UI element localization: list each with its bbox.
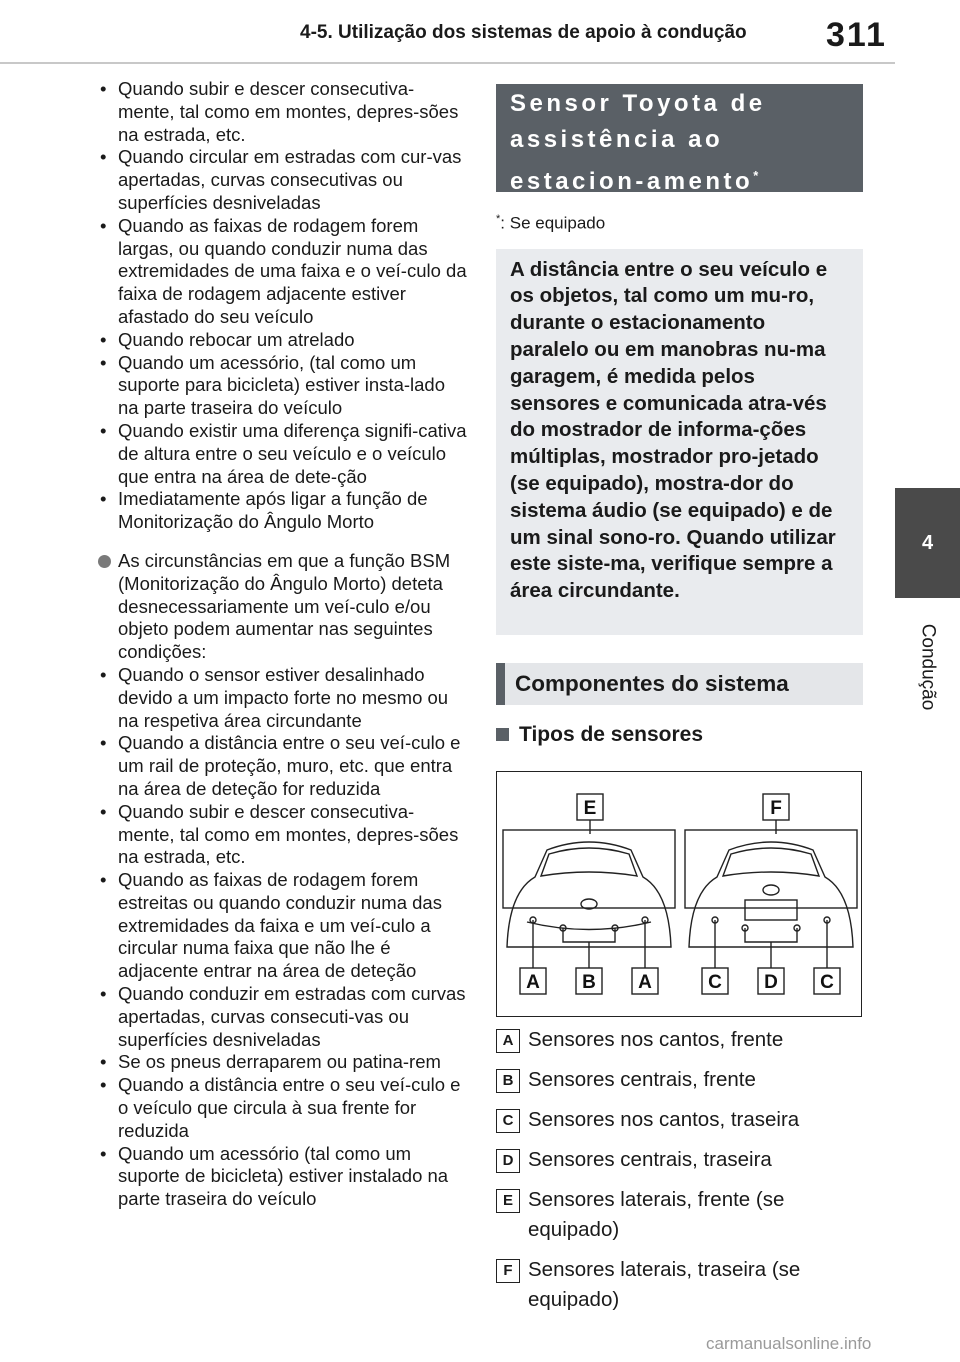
list-item: • Quando a distância entre o seu veí-culo e o veículo que circula à sua frente for reduzida (96, 1074, 468, 1142)
chapter-tab: 4 (895, 488, 960, 598)
header-divider (0, 62, 895, 64)
list-item: • Quando circular em estradas com cur-vas apertadas, curvas consecutivas ou superfícies desniveladas (96, 146, 468, 214)
circle-item (96, 550, 468, 1211)
diagram-label-c-right: C (820, 971, 834, 993)
legend-item: B Sensores centrais, frente (496, 1065, 863, 1095)
list-item: • Quando o sensor estiver desalinhado devido a um impacto forte no mesmo ou na respetiva área circundante (96, 664, 468, 732)
diagram-label-a-left: A (526, 971, 540, 993)
running-header: 4-5. Utilização dos sistemas de apoio à condução (300, 22, 747, 43)
diagram-label-c-left: C (708, 971, 722, 993)
list-item: • Quando existir uma diferença signifi-cativa de altura entre o seu veículo e o veículo que entra na área de dete-ção (96, 420, 468, 488)
list-item: • Quando a distância entre o seu veí-culo e um rail de proteção, muro, etc. que entra na área de deteção for reduzida (96, 732, 468, 800)
section-title: Sensor Toyota de assistência ao estacion-amento* (496, 84, 863, 192)
left-column (96, 78, 468, 1211)
list-item: • Quando rebocar um atrelado (96, 329, 468, 352)
list-item: • Imediatamente após ligar a função de Monitorização do Ângulo Morto (96, 488, 468, 534)
list-item: • Quando conduzir em estradas com curvas apertadas, curvas consecuti-vas ou superfícies desniveladas (96, 983, 468, 1051)
sensor-types-heading: Tipos de sensores (496, 723, 863, 747)
list-item: • Quando um acessório (tal como um suporte de bicicleta) estiver instalado na parte traseira do veículo (96, 1143, 468, 1211)
diagram-label-b: B (582, 971, 596, 993)
sensor-legend (496, 1025, 863, 1315)
bullet-list-top (96, 78, 468, 534)
lead-text-box: A distância entre o seu veículo e os objetos, tal como um mu-ro, durante o estacionamento paralelo ou em manobras nu-ma garagem, é medida pelos sensores e comunicada atra-vés do mostrador de informa-ções múltiplas, mostrador pro-jetado (se equipado), mostra-dor do sistema áudio (se equipado) e de um sinal sono-ro. Quando utilizar este siste-ma, verifique sempre a área circundante. (496, 249, 863, 635)
legend-item: C Sensores nos cantos, traseira (496, 1105, 863, 1135)
diagram-label-e: E (583, 797, 597, 819)
list-item: • Se os pneus derraparem ou patina-rem (96, 1051, 468, 1074)
list-item: • Quando as faixas de rodagem forem estreitas ou quando conduzir numa das extremidades da faixa e um veí-culo a circular numa faixa que não lhe é adjacente entrar na área de deteção (96, 869, 468, 983)
footnote: *: Se equipado (496, 213, 606, 233)
components-title: Componentes do sistema (496, 663, 863, 705)
list-item: • Quando subir e descer consecutiva-mente, tal como em montes, depres-sões na estrada, etc. (96, 78, 468, 146)
legend-item: A Sensores nos cantos, frente (496, 1025, 863, 1055)
chapter-label: Condução (917, 623, 938, 711)
diagram-label-d: D (764, 971, 778, 993)
sensor-diagram (496, 771, 862, 1017)
page-number: 311 (826, 16, 887, 54)
bullet-list-bottom (96, 664, 468, 1211)
list-item: • Quando as faixas de rodagem forem largas, ou quando conduzir numa das extremidades de uma faixa e o veí-culo da faixa de rodagem adjacente estiver afastado do seu veículo (96, 215, 468, 329)
circle-item-text: As circunstâncias em que a função BSM (Monitorização do Ângulo Morto) deteta desnecessariamente um veí-culo e/ou objeto podem aumentar nas seguintes condições: (118, 549, 451, 663)
legend-item: F Sensores laterais, traseira (se equipado) (496, 1255, 863, 1315)
watermark: carmanualsonline.info (706, 1334, 872, 1353)
list-item: • Quando subir e descer consecutiva-mente, tal como em montes, depres-sões na estrada, etc. (96, 801, 468, 869)
diagram-label-a-right: A (638, 971, 652, 993)
sensor-diagram-drawing (497, 772, 860, 1015)
list-item: • Quando um acessório, (tal como um suporte para bicicleta) estiver insta-lado na parte traseira do veículo (96, 352, 468, 420)
right-column (496, 84, 863, 1325)
diagram-label-f: F (770, 797, 782, 819)
legend-item: D Sensores centrais, traseira (496, 1145, 863, 1175)
circle-bullet-icon (98, 555, 111, 568)
square-bullet-icon (496, 728, 509, 741)
legend-item: E Sensores laterais, frente (se equipado) (496, 1185, 863, 1245)
